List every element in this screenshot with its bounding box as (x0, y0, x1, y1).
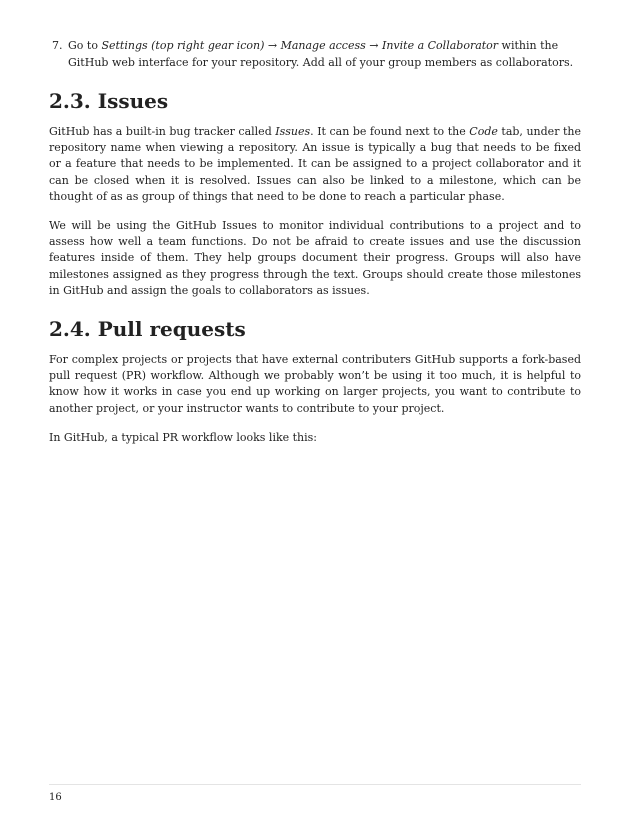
list-item-text: Go to Settings (top right gear icon) → Manage access → Invite a Collaborator within the GitHub web interface for your repository. Add all of your group members as collaborators. (68, 39, 574, 69)
code-term: Code (469, 125, 498, 138)
section-heading-pull-requests: 2.4. Pull requests (49, 317, 246, 341)
manage-access-text: Manage access (280, 39, 366, 52)
issues-term: Issues (275, 125, 311, 138)
arrow-separator: → (264, 39, 281, 52)
list-item (49, 38, 581, 71)
section-heading-issues: 2.3. Issues (49, 89, 169, 113)
settings-path-text: Settings (top right gear icon) (101, 39, 265, 52)
issues-paragraph-1: GitHub has a built-in bug tracker called Issues. It can be found next to the Code tab, under the repository name when viewing a repository. An issue is typically a bug that needs to be fixed or a feature that needs to be implemented. It can be assigned to a project collaborator and it can be closed when it is resolved. Issues can also be linked to a milestone, which can be thought of as as group of things that need to be done to reach a particular phase. (49, 125, 582, 203)
invite-collaborator-text: Invite a Collaborator (382, 39, 499, 52)
pull-requests-paragraph-1: For complex projects or projects that have external contributers GitHub supports a fork-based pull request (PR) workflow. Although we probably won’t be using it too much, it is helpful to know how it works in case you end up working on larger projects, you want to contribute to another project, or your instructor wants to contribute to your project. (49, 353, 581, 415)
list-item-number: 7. (52, 39, 63, 52)
issues-paragraph-2: We will be using the GitHub Issues to monitor individual contributions to a project and to assess how well a team functions. Do not be afraid to create issues and use the discussion features inside of them. They help groups document their progress. Groups will also have milestones assigned as they progress through the text. Groups should create those milestones in GitHub and assign the goals to collaborators as issues. (49, 219, 581, 297)
footer-divider (49, 784, 581, 785)
page-number: 16 (49, 792, 62, 803)
arrow-separator: → (365, 39, 382, 52)
pull-requests-paragraph-2: In GitHub, a typical PR workflow looks like this: (49, 431, 318, 444)
